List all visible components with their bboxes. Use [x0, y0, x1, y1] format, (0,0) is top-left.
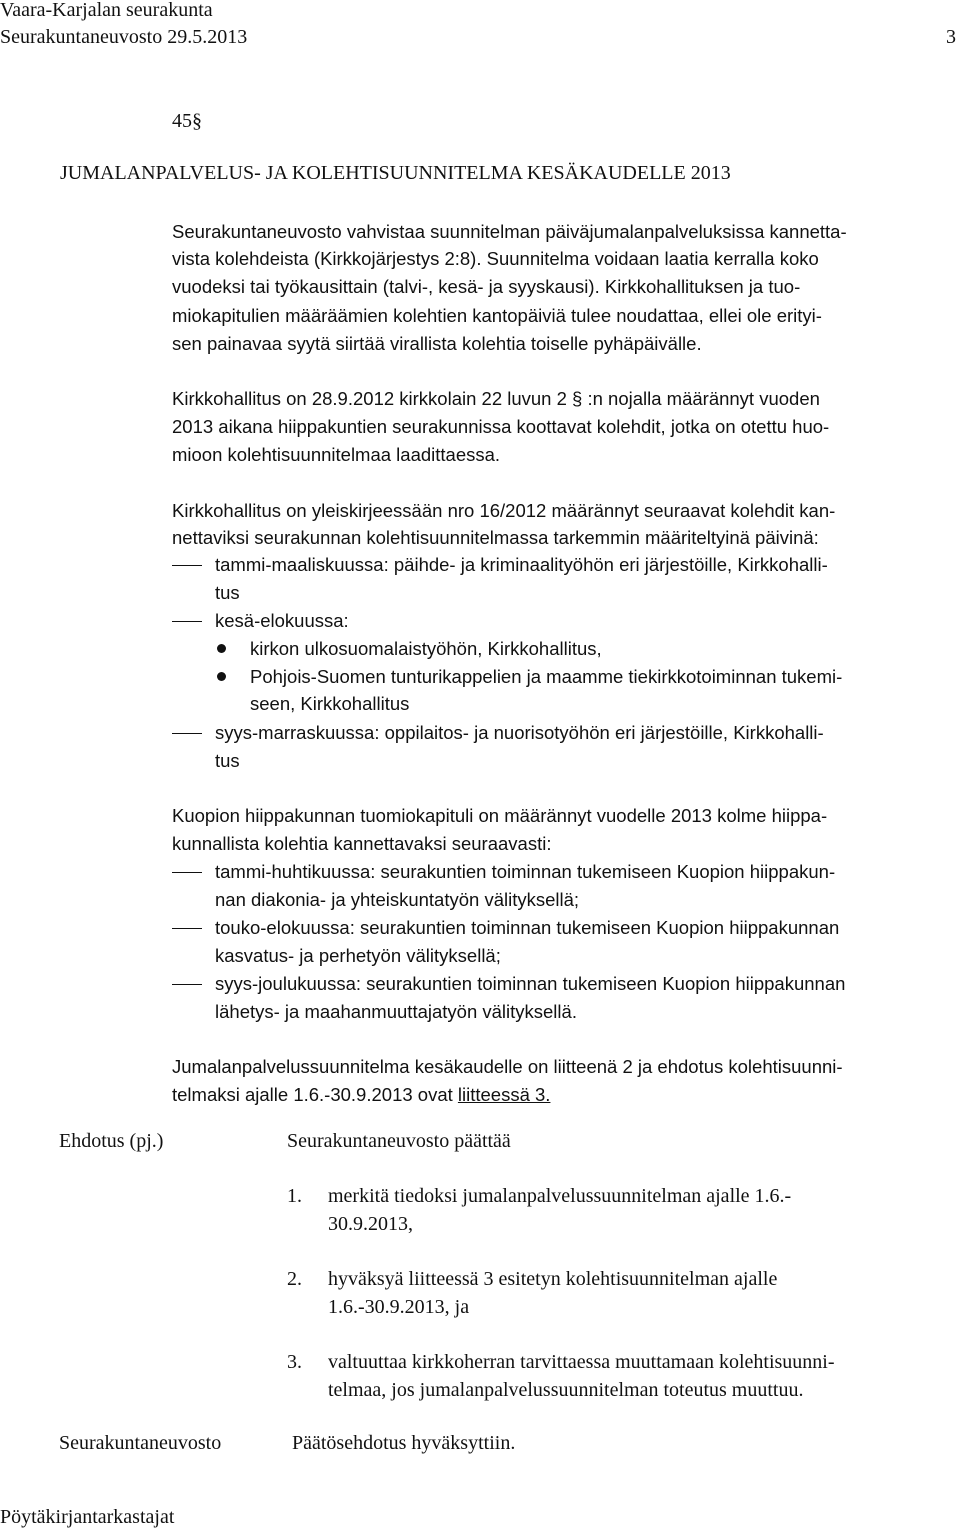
paragraph-line: 2013 aikana hiippakuntien seurakunnissa koottavat kolehdit, jotka on otettu huo-: [172, 416, 830, 437]
paragraph-line: [172, 1081, 550, 1109]
paragraph-line: nettaviksi seurakunnan kolehtisuunnitelmassa tarkemmin määriteltyinä päivinä:: [172, 527, 819, 548]
proposal-item-continuation: 30.9.2013,: [328, 1213, 413, 1235]
section-sign: §: [192, 110, 202, 132]
bullet-dot: [217, 644, 226, 653]
proposal-heading: Seurakuntaneuvosto päättää: [287, 1130, 511, 1152]
paragraph-line: kunnallista kolehtia kannettavaksi seuraavasti:: [172, 833, 552, 854]
list-item: touko-elokuussa: seurakuntien toiminnan tukemiseen Kuopion hiippakunnan: [215, 917, 840, 938]
list-item: tammi-huhtikuussa: seurakuntien toiminnan tukemiseen Kuopion hiippakun-: [215, 861, 836, 882]
proposal-item: valtuuttaa kirkkoherran tarvittaessa muuttamaan kolehtisuunni-: [328, 1351, 835, 1373]
page-number: 3: [946, 26, 956, 48]
paragraph-line: vista kolehdeista (Kirkkojärjestys 2:8). Suunnitelma voidaan laatia kerralla koko: [172, 248, 819, 269]
section-number-value: 45: [172, 110, 192, 132]
list-item-continuation: kasvatus- ja perhetyön välityksellä;: [215, 945, 501, 966]
section-number: [172, 110, 202, 133]
dash-bullet: [172, 621, 202, 622]
proposal-item-number: 2.: [287, 1268, 302, 1290]
dash-bullet: [172, 565, 202, 566]
proposal-item-continuation: 1.6.-30.9.2013, ja: [328, 1296, 470, 1318]
list-item: tammi-maaliskuussa: päihde- ja kriminaalityöhön eri järjestöille, Kirkkohalli-: [215, 554, 828, 575]
footer-label: Pöytäkirjantarkastajat: [0, 1506, 175, 1528]
decision-text: Päätösehdotus hyväksyttiin.: [292, 1432, 516, 1454]
proposal-item: hyväksyä liitteessä 3 esitetyn kolehtisuunnitelman ajalle: [328, 1268, 778, 1290]
list-item-continuation: tus: [215, 750, 240, 771]
dash-bullet: [172, 872, 202, 873]
list-item: syys-joulukuussa: seurakuntien toiminnan tukemiseen Kuopion hiippakunnan: [215, 973, 846, 994]
sub-list-item: kirkon ulkosuomalaistyöhön, Kirkkohallitus,: [250, 638, 602, 659]
paragraph-line: Jumalanpalvelussuunnitelma kesäkaudelle on liitteenä 2 ja ehdotus kolehtisuunni-: [172, 1056, 843, 1077]
paragraph-line-text: telmaksi ajalle 1.6.-30.9.2013 ovat: [172, 1084, 458, 1105]
paragraph-line: miokapitulien määräämien kolehtien kantopäiviä tulee noudattaa, ellei ole erityi-: [172, 305, 822, 326]
list-item-continuation: lähetys- ja maahanmuuttajatyön välityksellä.: [215, 1001, 577, 1022]
proposal-item-number: 3.: [287, 1351, 302, 1373]
paragraph-line: mioon kolehtisuunnitelmaa laadittaessa.: [172, 444, 501, 465]
paragraph-line: Seurakuntaneuvosto vahvistaa suunnitelman päiväjumalanpalveluksissa kannetta-: [172, 221, 847, 242]
list-item: syys-marraskuussa: oppilaitos- ja nuorisotyöhön eri järjestöille, Kirkkohalli-: [215, 722, 824, 743]
sub-list-item-continuation: seen, Kirkkohallitus: [250, 693, 410, 714]
attachment-link[interactable]: liitteessä 3.: [457, 1084, 551, 1105]
proposal-item-continuation: telmaa, jos jumalanpalvelussuunnitelman toteutus muuttuu.: [328, 1379, 804, 1401]
paragraph-line: Kirkkohallitus on 28.9.2012 kirkkolain 22 luvun 2 § :n nojalla määrännyt vuoden: [172, 388, 820, 409]
paragraph-line: vuodeksi tai työkausittain (talvi-, kesä- ja syyskausi). Kirkkohallituksen ja tuo-: [172, 276, 801, 297]
list-item-continuation: nan diakonia- ja yhteiskuntatyön välityksellä;: [215, 889, 580, 910]
sub-list-item: Pohjois-Suomen tunturikappelien ja maamme tiekirkkotoiminnan tukemi-: [250, 666, 843, 687]
proposal-label: Ehdotus (pj.): [59, 1130, 164, 1152]
paragraph-line: sen painavaa syytä siirtää virallista kolehtia toiselle pyhäpäivälle.: [172, 333, 702, 354]
dash-bullet: [172, 984, 202, 985]
dash-bullet: [172, 928, 202, 929]
section-title: JUMALANPALVELUS- JA KOLEHTISUUNNITELMA KESÄKAUDELLE 2013: [60, 162, 731, 184]
meeting-title: Seurakuntaneuvosto 29.5.2013: [0, 26, 248, 48]
proposal-item: merkitä tiedoksi jumalanpalvelussuunnitelman ajalle 1.6.-: [328, 1185, 792, 1207]
proposal-item-number: 1.: [287, 1185, 302, 1207]
list-item: kesä-elokuussa:: [215, 610, 349, 631]
decision-label: Seurakuntaneuvosto: [59, 1432, 222, 1454]
organization-name: Vaara-Karjalan seurakunta: [0, 0, 213, 21]
bullet-dot: [217, 672, 226, 681]
list-item-continuation: tus: [215, 582, 240, 603]
dash-bullet: [172, 733, 202, 734]
paragraph-line: Kuopion hiippakunnan tuomiokapituli on määrännyt vuodelle 2013 kolme hiippa-: [172, 805, 828, 826]
paragraph-line: Kirkkohallitus on yleiskirjeessään nro 16/2012 määrännyt seuraavat kolehdit kan-: [172, 500, 836, 521]
